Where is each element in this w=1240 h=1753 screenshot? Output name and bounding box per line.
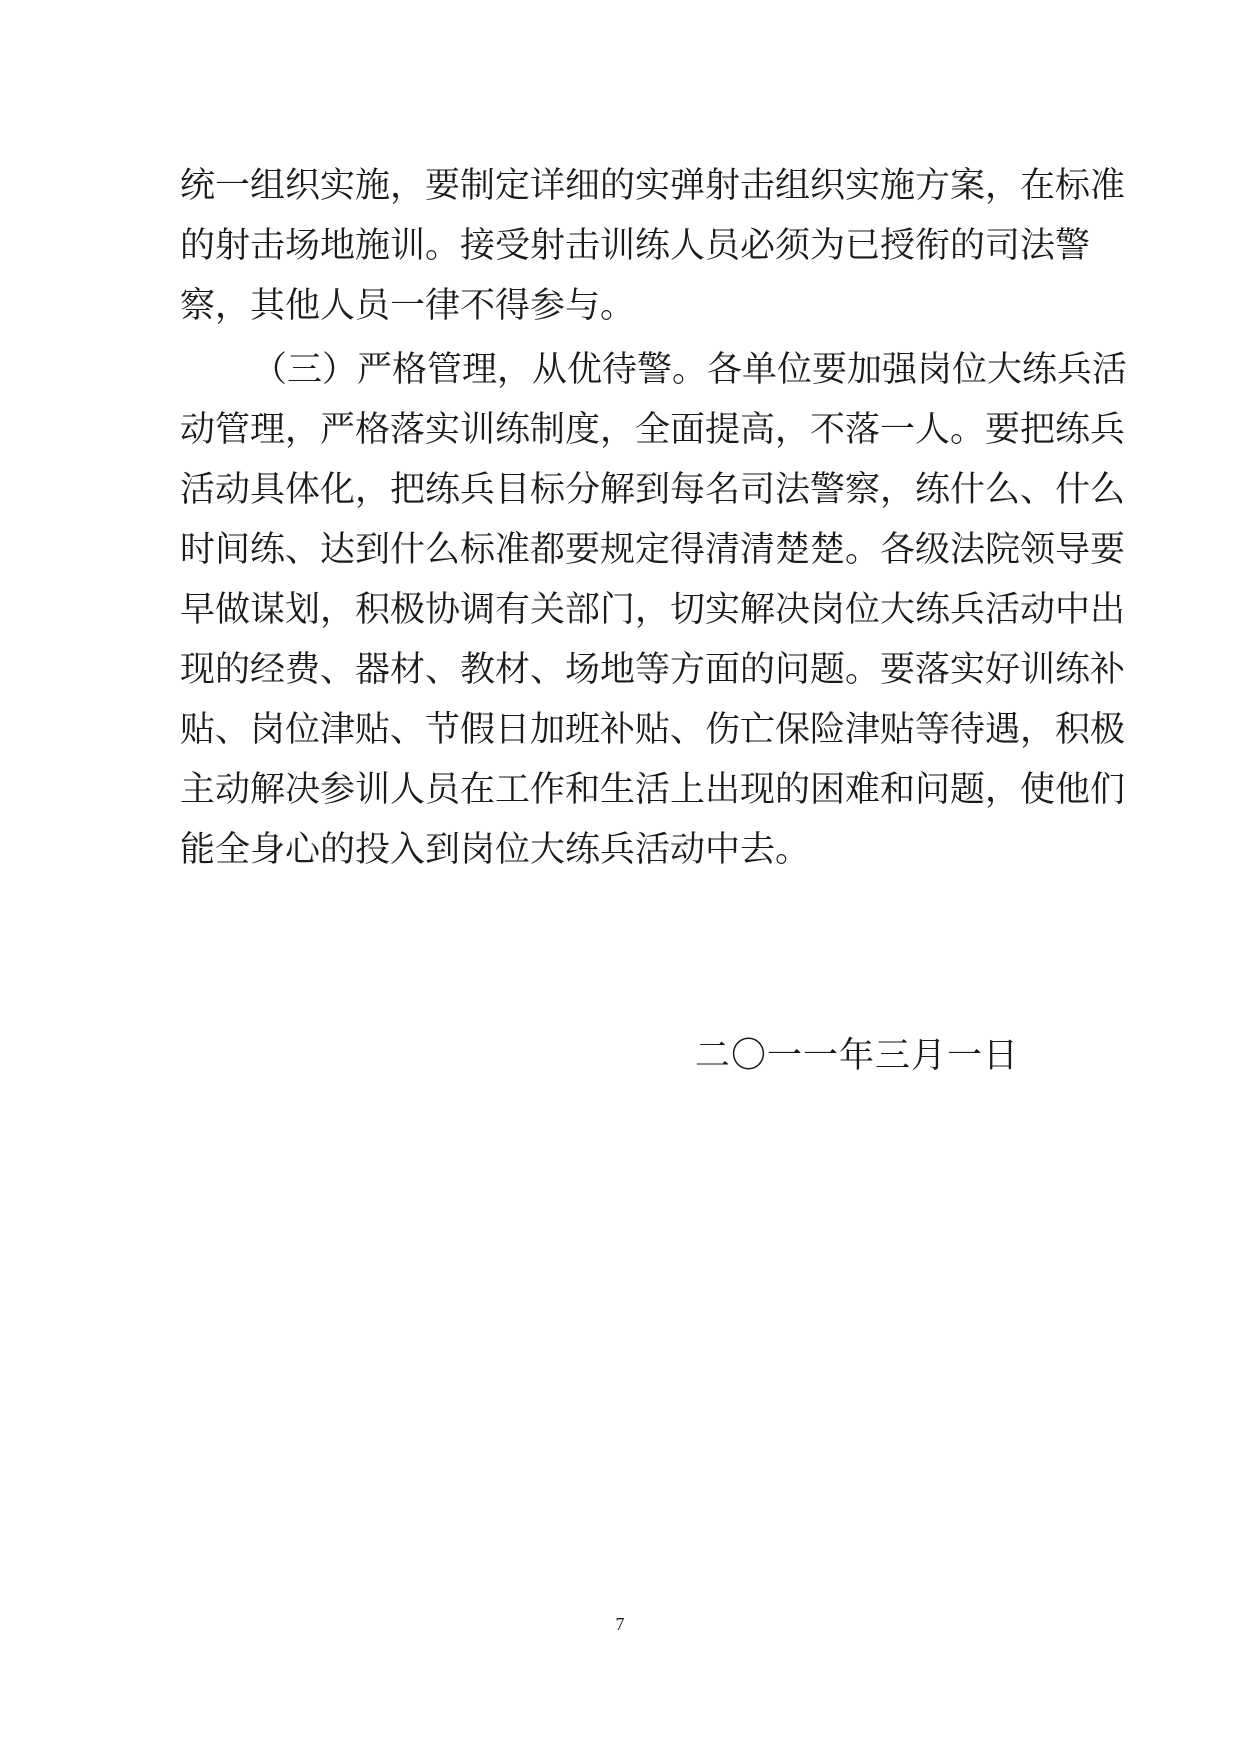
paragraph-line: 活动具体化，把练兵目标分解到每名司法警察，练什么、什么 xyxy=(180,470,1126,510)
paragraph-line: 贴、岗位津贴、节假日加班补贴、伤亡保险津贴等待遇，积极 xyxy=(180,710,1126,750)
section-heading-line: （三）严格管理，从优待警。各单位要加强岗位大练兵活 xyxy=(252,350,1128,390)
paragraph-line: 的射击场地施训。接受射击训练人员必须为已授衔的司法警 xyxy=(180,226,1091,266)
paragraph-line: 统一组织实施，要制定详细的实弹射击组织实施方案，在标准 xyxy=(180,166,1126,206)
paragraph-line: 能全身心的投入到岗位大练兵活动中去。 xyxy=(180,830,811,870)
paragraph-line: 主动解决参训人员在工作和生活上出现的困难和问题，使他们 xyxy=(180,770,1126,810)
document-date: 二〇一一年三月一日 xyxy=(695,1036,1020,1076)
paragraph-line: 早做谋划，积极协调有关部门，切实解决岗位大练兵活动中出 xyxy=(180,590,1126,630)
paragraph-line: 动管理，严格落实训练制度，全面提高，不落一人。要把练兵 xyxy=(180,410,1126,450)
paragraph-line: 时间练、达到什么标准都要规定得清清楚楚。各级法院领导要 xyxy=(180,530,1126,570)
page-number: 7 xyxy=(615,1614,625,1634)
paragraph-line: 察，其他人员一律不得参与。 xyxy=(180,286,636,326)
paragraph-line: 现的经费、器材、教材、场地等方面的问题。要落实好训练补 xyxy=(180,650,1126,690)
